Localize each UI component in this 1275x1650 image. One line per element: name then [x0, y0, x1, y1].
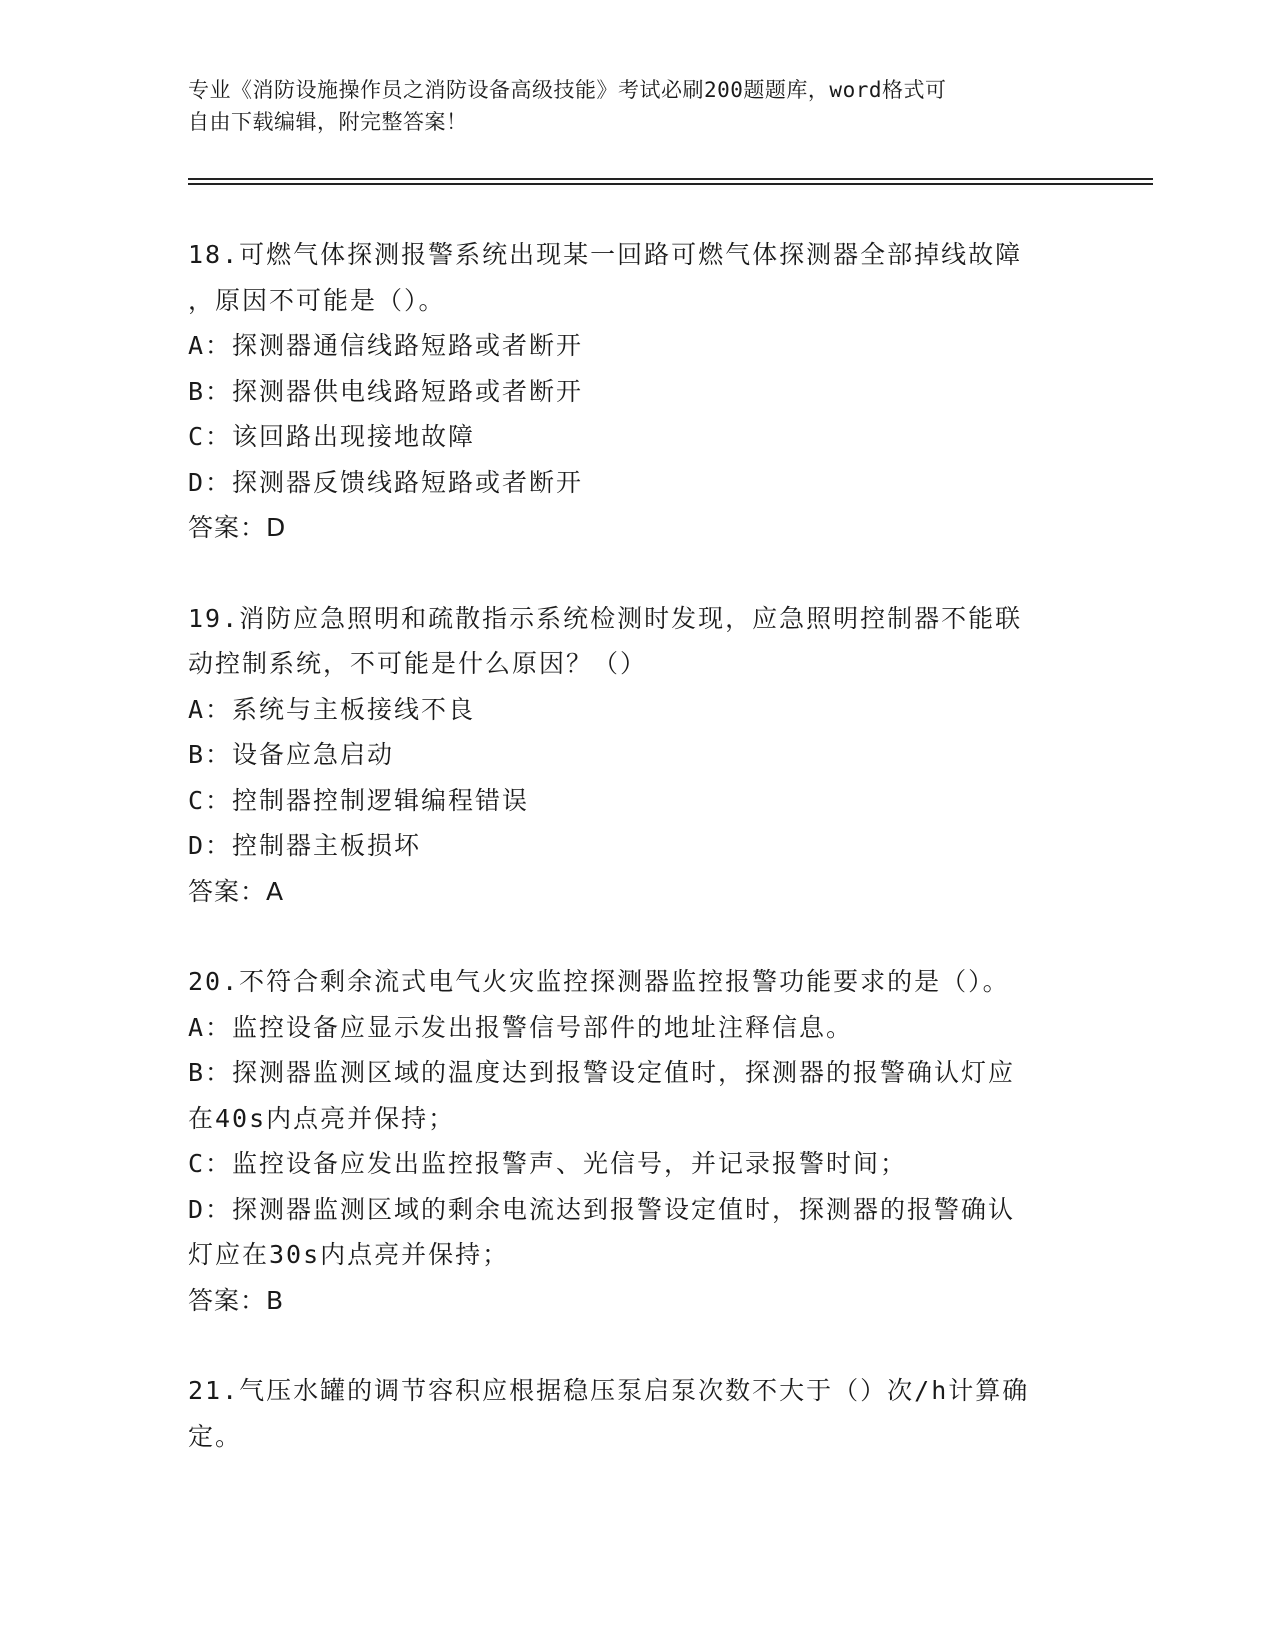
option-a: A：监控设备应显示发出报警信号部件的地址注释信息。: [188, 1012, 854, 1042]
option-c: C：该回路出现接地故障: [188, 422, 476, 451]
question-text: 21.气压水罐的调节容积应根据稳压泵启泵次数不大于（）次/h计算确: [188, 1376, 1030, 1405]
option-d: D：探测器监测区域的剩余电流达到报警设定值时，探测器的报警确认: [188, 1194, 1016, 1224]
question-18: [188, 232, 1088, 551]
answer: 答案：A: [188, 876, 285, 906]
question-21: [188, 1368, 1088, 1459]
header-divider: [188, 183, 1153, 185]
header-divider: [188, 178, 1153, 180]
answer: 答案：B: [188, 1285, 285, 1315]
document-header: [188, 74, 1068, 138]
option-a: A：探测器通信线路短路或者断开: [188, 331, 584, 360]
question-list: [188, 232, 1088, 1504]
option-d-continued: 灯应在30s内点亮并保持；: [188, 1240, 510, 1269]
question-text: 18.可燃气体探测报警系统出现某一回路可燃气体探测器全部掉线故障: [188, 240, 1023, 269]
option-c: C：控制器控制逻辑编程错误: [188, 785, 530, 815]
question-19: [188, 596, 1088, 915]
question-text: 19.消防应急照明和疏散指示系统检测时发现，应急照明控制器不能联: [188, 603, 1023, 633]
option-d: D：探测器反馈线路短路或者断开: [188, 467, 584, 497]
question-20: [188, 959, 1088, 1323]
option-b: B：探测器供电线路短路或者断开: [188, 376, 584, 406]
option-a: A：系统与主板接线不良: [188, 694, 476, 724]
question-text: 定。: [188, 1421, 243, 1451]
option-d: D：控制器主板损坏: [188, 831, 422, 860]
question-text: 动控制系统，不可能是什么原因？（）: [188, 649, 648, 678]
question-text: ，原因不可能是（）。: [188, 285, 446, 315]
option-b: B：设备应急启动: [188, 740, 395, 769]
option-b-continued: 在40s内点亮并保持；: [188, 1103, 456, 1133]
option-b: B：探测器监测区域的温度达到报警设定值时，探测器的报警确认灯应: [188, 1058, 1016, 1087]
header-line: 专业《消防设施操作员之消防设备高级技能》考试必刷200题题库，word格式可: [188, 78, 947, 102]
answer: 答案：D: [188, 513, 287, 542]
header-line: 自由下载编辑，附完整答案！: [188, 110, 468, 134]
option-c: C：监控设备应发出监控报警声、光信号，并记录报警时间；: [188, 1149, 908, 1178]
question-text: 20.不符合剩余流式电气火灾监控探测器监控报警功能要求的是（）。: [188, 967, 1010, 996]
